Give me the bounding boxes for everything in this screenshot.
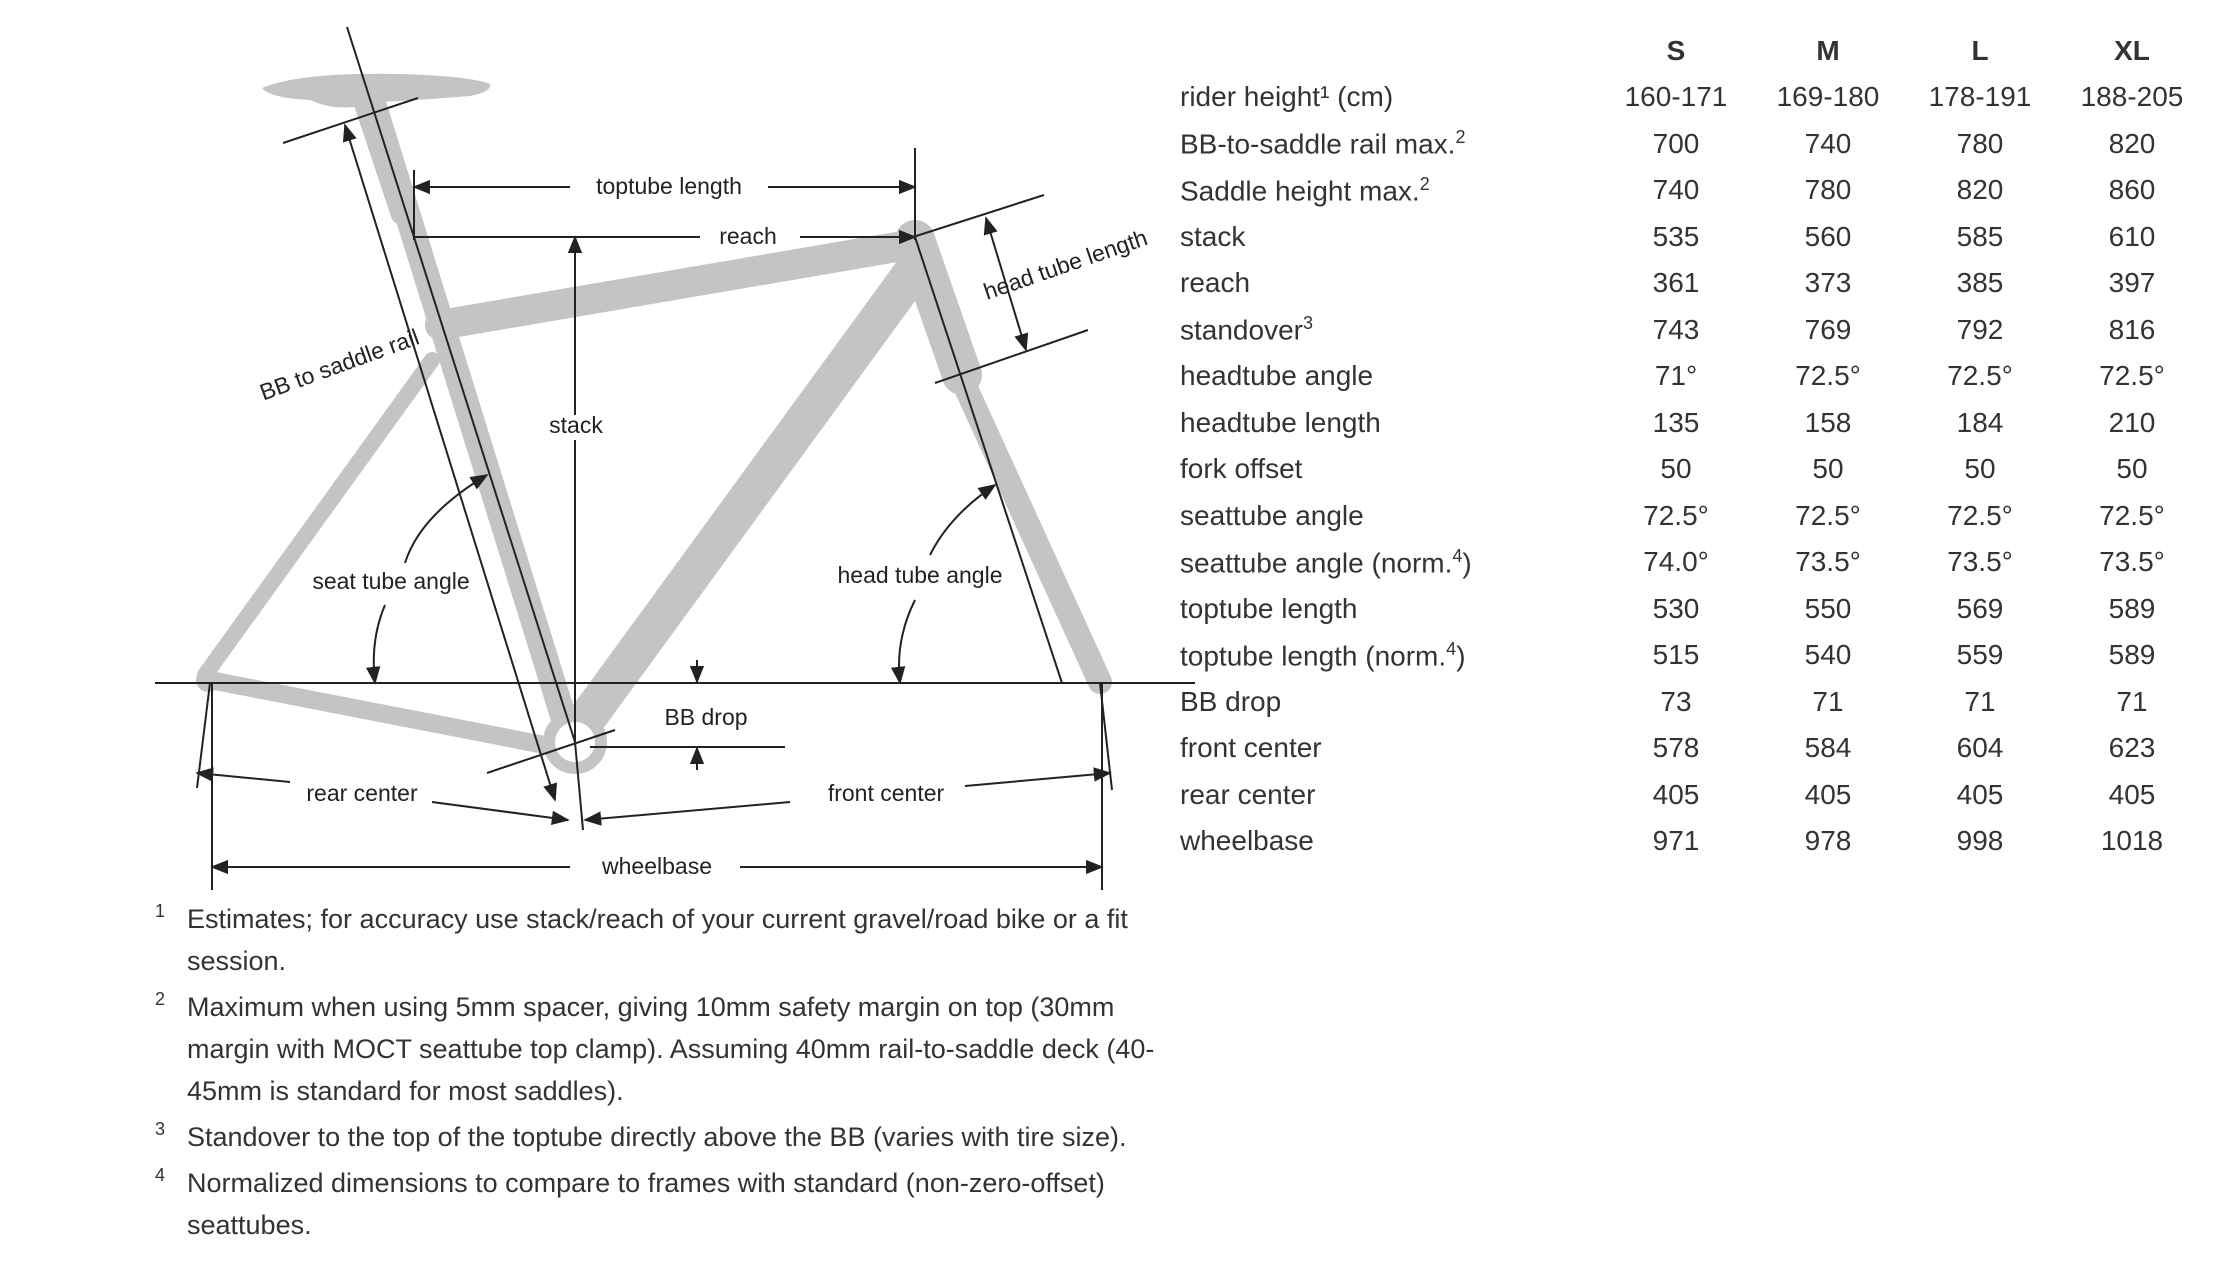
- table-row: [1180, 493, 2208, 540]
- row-label-text: seattube angle (norm.: [1180, 546, 1453, 578]
- cell-value: 361: [1652, 267, 1700, 299]
- cell-value: 780: [1956, 127, 2004, 159]
- cell-value: 769: [1804, 313, 1852, 345]
- cell-value: 71: [1964, 685, 1996, 717]
- cell-value: 405: [1956, 778, 2004, 810]
- fork: [960, 375, 1100, 682]
- cell-value: 860: [2108, 174, 2156, 206]
- cell-value: 589: [2108, 592, 2156, 624]
- row-label-text: headtube length: [1180, 406, 1381, 438]
- footnote: [155, 986, 1195, 1112]
- row-label: [1180, 772, 1600, 819]
- row-label-text: toptube length (norm.: [1180, 639, 1447, 671]
- cell-value: 135: [1652, 406, 1700, 438]
- size-header: S: [1666, 35, 1686, 66]
- bb-to-saddle-rail-label: BB to saddle rail: [256, 323, 423, 406]
- chain-stay: [210, 680, 560, 748]
- cell-value: 72.5°: [2099, 360, 2165, 392]
- footnote-number: 1: [155, 901, 166, 921]
- head-top-tick: [910, 195, 1044, 238]
- stack-label: stack: [549, 412, 603, 438]
- geometry-table: [1180, 28, 2208, 865]
- head-tube-angle-label: head tube angle: [837, 562, 1003, 588]
- row-label: [1180, 214, 1600, 261]
- row-label: [1180, 260, 1600, 307]
- footnote-ref: 4: [1446, 638, 1457, 659]
- reach-label: reach: [719, 223, 777, 249]
- front-center-dim-right: [965, 773, 1110, 786]
- footnote: [155, 1162, 1195, 1246]
- cell-value: 550: [1804, 592, 1852, 624]
- cell-value: 385: [1956, 267, 2004, 299]
- row-label: [1180, 818, 1600, 865]
- row-label-text: Saddle height max.: [1180, 174, 1420, 206]
- row-label-text: toptube length: [1180, 592, 1358, 624]
- table-row: [1180, 632, 2208, 679]
- bike-geometry-diagram: [0, 0, 1200, 900]
- cell-value: 589: [2108, 639, 2156, 671]
- footnote-text: Estimates; for accuracy use stack/reach of your current gravel/road bike or a fit session.: [187, 904, 1128, 976]
- cell-value: 559: [1956, 639, 2004, 671]
- head-tube-length-label: head tube length: [980, 224, 1151, 305]
- cell-value: 71: [2116, 685, 2148, 717]
- cell-value: 71: [1812, 685, 1844, 717]
- row-label: [1180, 725, 1600, 772]
- cell-value: 780: [1804, 174, 1852, 206]
- top-tube: [440, 243, 920, 325]
- cell-value: 72.5°: [1795, 499, 1861, 531]
- table-row: [1180, 74, 2208, 121]
- seat-angle-arc-lower: [374, 605, 385, 683]
- cell-value: 816: [2108, 313, 2156, 345]
- cell-value: 73: [1660, 685, 1692, 717]
- cell-value: 740: [1652, 174, 1700, 206]
- seat-stay: [205, 360, 432, 675]
- cell-value: 578: [1652, 732, 1700, 764]
- table-row: [1180, 400, 2208, 447]
- saddle: [262, 74, 490, 108]
- toptube-length-label: toptube length: [596, 173, 742, 199]
- seat-tube-angle-label: seat tube angle: [312, 568, 470, 594]
- row-label-text: headtube angle: [1180, 360, 1374, 392]
- cell-value: 188-205: [2080, 81, 2184, 113]
- front-center-dim-left: [585, 802, 790, 820]
- head-angle-arc-upper: [930, 485, 995, 555]
- cell-value: 515: [1652, 639, 1700, 671]
- row-label-text: BB-to-saddle rail max.: [1180, 128, 1456, 160]
- cell-value: 184: [1956, 406, 2004, 438]
- wheelbase-label: wheelbase: [602, 853, 712, 879]
- head-angle-arc-lower: [899, 600, 915, 683]
- header-blank: [1180, 28, 1600, 74]
- table-row: [1180, 260, 2208, 307]
- cell-value: 72.5°: [1947, 360, 2013, 392]
- row-label: [1180, 632, 1600, 679]
- row-label-suffix: ): [1456, 639, 1466, 671]
- row-label: [1180, 539, 1600, 586]
- cell-value: 210: [2108, 406, 2156, 438]
- front-center-label: front center: [827, 780, 945, 806]
- footnote: [155, 898, 1195, 982]
- cell-value: 72.5°: [1947, 499, 2013, 531]
- table-row: [1180, 167, 2208, 214]
- table-row: [1180, 446, 2208, 493]
- row-label-text: rider height¹ (cm): [1180, 81, 1394, 113]
- row-label: [1180, 679, 1600, 726]
- size-header: M: [1816, 35, 1840, 66]
- footnote-ref: 2: [1455, 127, 1466, 148]
- cell-value: 604: [1956, 732, 2004, 764]
- row-label-text: stack: [1180, 220, 1246, 252]
- cell-value: 50: [1660, 453, 1692, 485]
- cell-value: 50: [1812, 453, 1844, 485]
- cell-value: 971: [1652, 825, 1700, 857]
- cell-value: 50: [1964, 453, 1996, 485]
- cell-value: 1018: [2100, 825, 2164, 857]
- row-label-text: fork offset: [1180, 453, 1303, 485]
- table-row: [1180, 725, 2208, 772]
- seat-tube-axis-line: [347, 27, 575, 742]
- rear-center-dim-right: [432, 802, 568, 820]
- cell-value: 700: [1652, 127, 1700, 159]
- cell-value: 978: [1804, 825, 1852, 857]
- row-label: [1180, 493, 1600, 540]
- cell-value: 530: [1652, 592, 1700, 624]
- footnote-number: 3: [155, 1119, 166, 1139]
- footnote: [155, 1116, 1195, 1158]
- row-label: [1180, 446, 1600, 493]
- cell-value: 72.5°: [1795, 360, 1861, 392]
- footnotes: [155, 898, 1195, 1250]
- table-row: [1180, 818, 2208, 865]
- cell-value: 405: [2108, 778, 2156, 810]
- rear-center-label: rear center: [306, 780, 418, 806]
- row-label: [1180, 121, 1600, 168]
- row-label-text: wheelbase: [1180, 825, 1314, 857]
- footnote-text: Standover to the top of the toptube directly above the BB (varies with tire size).: [187, 1122, 1127, 1152]
- cell-value: 740: [1804, 127, 1852, 159]
- cell-value: 743: [1652, 313, 1700, 345]
- cell-value: 73.5°: [1947, 546, 2013, 578]
- cell-value: 623: [2108, 732, 2156, 764]
- cell-value: 405: [1652, 778, 1700, 810]
- cell-value: 50: [2116, 453, 2148, 485]
- row-label: [1180, 353, 1600, 400]
- cell-value: 820: [2108, 127, 2156, 159]
- rear-center-dim-left: [197, 773, 290, 782]
- cell-value: 73.5°: [2099, 546, 2165, 578]
- size-header: L: [1971, 35, 1989, 66]
- cell-value: 72.5°: [1643, 499, 1709, 531]
- row-label: [1180, 586, 1600, 633]
- cell-value: 820: [1956, 174, 2004, 206]
- row-label: [1180, 74, 1600, 121]
- table-row: [1180, 772, 2208, 819]
- footnote-ref: 4: [1452, 545, 1463, 566]
- footnote-number: 4: [155, 1165, 166, 1185]
- table-row: [1180, 214, 2208, 261]
- footnote-ref: 2: [1419, 173, 1430, 194]
- row-label-text: reach: [1180, 267, 1251, 299]
- size-header-row: [1180, 28, 2208, 74]
- cell-value: 397: [2108, 267, 2156, 299]
- cell-value: 569: [1956, 592, 2004, 624]
- cell-value: 74.0°: [1643, 546, 1709, 578]
- size-header: XL: [2114, 35, 2150, 66]
- footnote-number: 2: [155, 989, 166, 1009]
- cell-value: 73.5°: [1795, 546, 1861, 578]
- down-tube: [575, 262, 920, 735]
- cell-value: 585: [1956, 220, 2004, 252]
- cell-value: 160-171: [1624, 81, 1728, 113]
- cell-value: 405: [1804, 778, 1852, 810]
- cell-value: 72.5°: [2099, 499, 2165, 531]
- table-row: [1180, 539, 2208, 586]
- geometry-table-body: [1180, 74, 2208, 865]
- cell-value: 535: [1652, 220, 1700, 252]
- cell-value: 998: [1956, 825, 2004, 857]
- footnote-text: Maximum when using 5mm spacer, giving 10mm safety margin on top (30mm margin with MOCT seattube top clamp). Assuming 40mm rail-to-saddle deck (40-45mm is standard for most saddles).: [187, 992, 1155, 1106]
- cell-value: 540: [1804, 639, 1852, 671]
- table-row: [1180, 307, 2208, 354]
- row-label-suffix: ): [1462, 546, 1472, 578]
- cell-value: 560: [1804, 220, 1852, 252]
- footnote-ref: 3: [1302, 313, 1313, 334]
- row-label: [1180, 307, 1600, 354]
- bb-drop-label: BB drop: [664, 704, 748, 730]
- seat-angle-arc-upper: [405, 475, 487, 563]
- row-label-text: seattube angle: [1180, 499, 1364, 531]
- row-label: [1180, 167, 1600, 214]
- cell-value: 610: [2108, 220, 2156, 252]
- cell-value: 71°: [1654, 360, 1698, 392]
- table-row: [1180, 679, 2208, 726]
- cell-value: 158: [1804, 406, 1852, 438]
- cell-value: 178-191: [1928, 81, 2032, 113]
- table-row: [1180, 586, 2208, 633]
- bb-to-saddle-dim-line: [345, 125, 555, 800]
- table-row: [1180, 353, 2208, 400]
- cell-value: 584: [1804, 732, 1852, 764]
- cell-value: 792: [1956, 313, 2004, 345]
- cell-value: 169-180: [1776, 81, 1880, 113]
- row-label-text: BB drop: [1180, 685, 1282, 717]
- footnote-text: Normalized dimensions to compare to frames with standard (non-zero-offset) seattubes.: [187, 1168, 1105, 1240]
- rear-dropout: [196, 668, 220, 692]
- row-label-text: front center: [1180, 732, 1322, 764]
- row-label-text: rear center: [1180, 778, 1316, 810]
- cell-value: 373: [1804, 267, 1852, 299]
- row-label-text: standover: [1180, 314, 1303, 346]
- table-row: [1180, 121, 2208, 168]
- row-label: [1180, 400, 1600, 447]
